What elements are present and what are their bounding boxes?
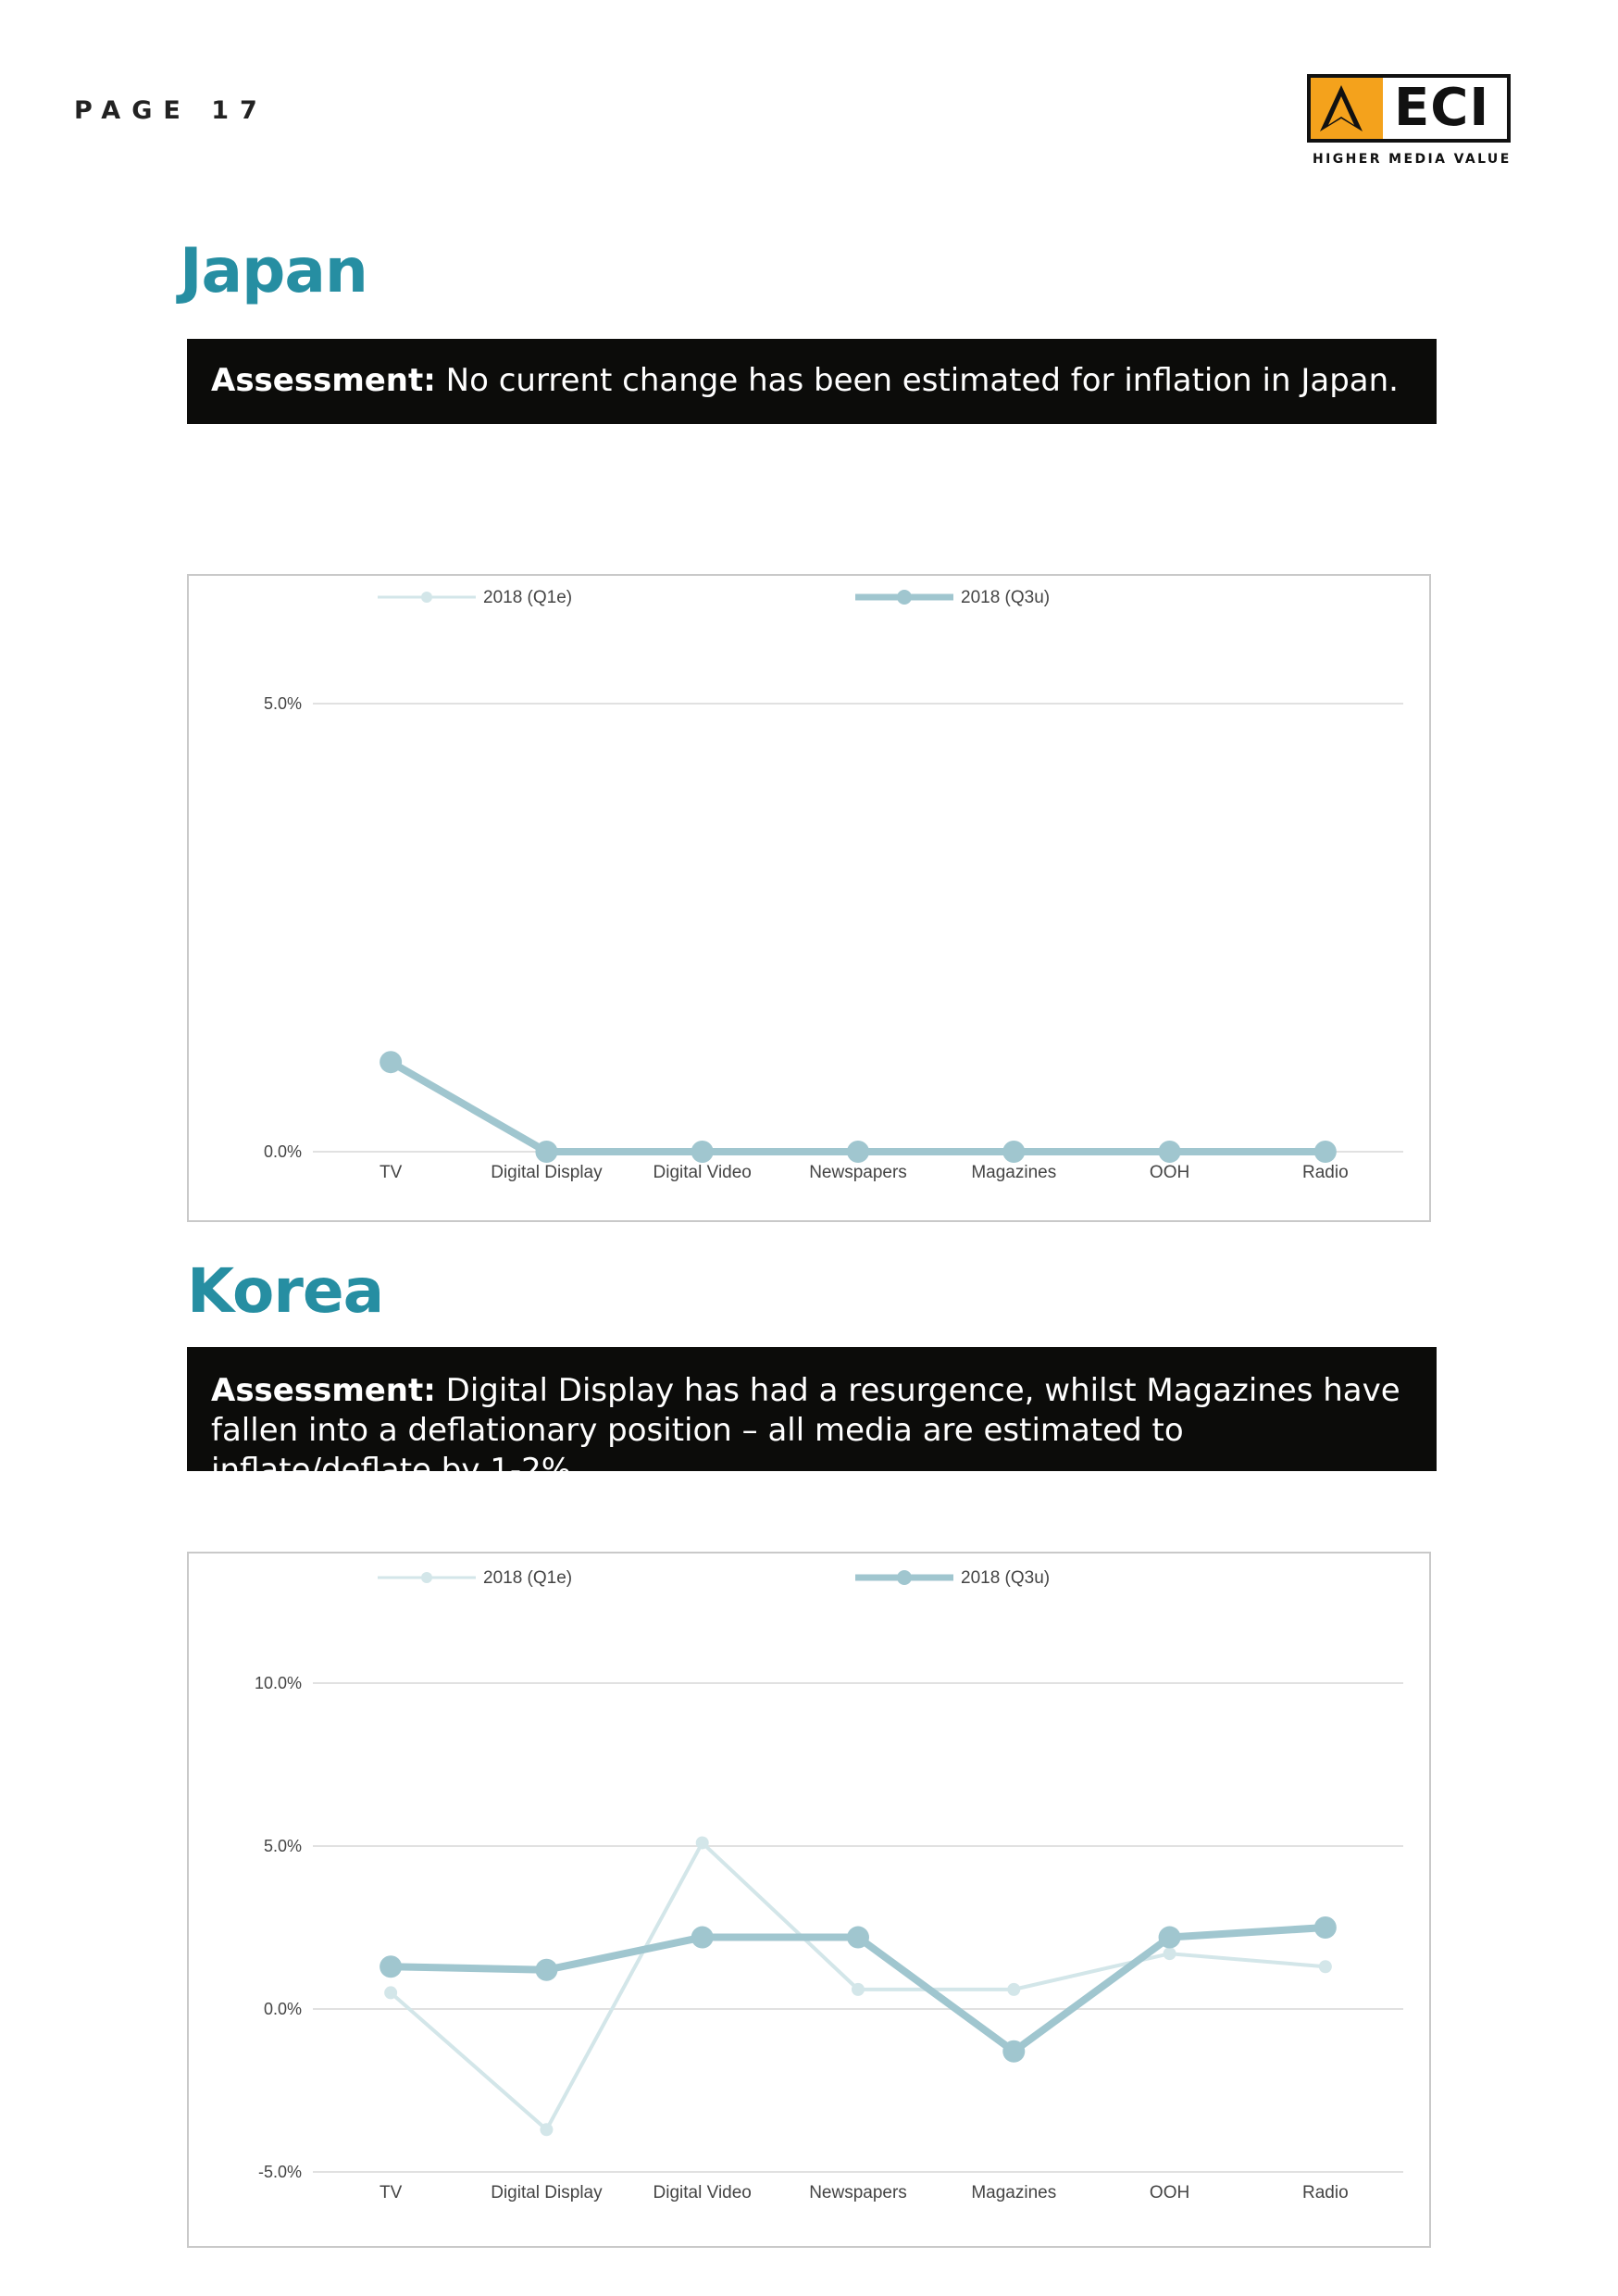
chart-japan-svg	[189, 576, 1429, 1220]
x-tick-label: Magazines	[971, 1163, 1057, 1182]
legend-label: 2018 (Q1e)	[483, 1568, 573, 1588]
data-point	[1314, 1141, 1337, 1163]
legend-label: 2018 (Q3u)	[961, 1568, 1051, 1588]
data-point	[696, 1836, 709, 1849]
data-point	[691, 1927, 714, 1949]
data-point	[847, 1927, 869, 1949]
x-tick-label: OOH	[1149, 2183, 1190, 2202]
chart-korea-svg	[189, 1554, 1429, 2246]
x-tick-label: Radio	[1302, 2183, 1349, 2202]
assessment-label: Assessment:	[211, 1372, 436, 1409]
assessment-label: Assessment:	[211, 362, 436, 399]
data-point	[691, 1141, 714, 1163]
legend-label: 2018 (Q1e)	[483, 588, 573, 607]
data-point	[540, 2123, 553, 2136]
data-point	[1164, 1947, 1176, 1960]
chart-japan	[187, 574, 1431, 1222]
x-tick-label: TV	[380, 2183, 403, 2202]
x-tick-label: Newspapers	[809, 2183, 907, 2202]
assessment-text: Digital Display has had a resurgence, whilst Magazines have fallen into a deflationary position – all media are estimated to inflate/deflate by 1-2%.	[211, 1372, 1400, 1489]
assessment-box-japan	[187, 339, 1437, 424]
legend-label: 2018 (Q3u)	[961, 588, 1051, 607]
page-number: PAGE 17	[74, 96, 268, 125]
x-tick-label: Newspapers	[809, 1163, 907, 1182]
data-point	[1002, 2040, 1025, 2063]
x-tick-label: Digital Video	[653, 2183, 752, 2202]
logo-box	[1307, 74, 1511, 143]
series-line	[391, 1062, 1326, 1152]
data-point	[1159, 1927, 1181, 1949]
data-point	[1314, 1916, 1337, 1939]
legend-swatch-marker	[421, 592, 432, 603]
legend-swatch-marker	[421, 1572, 432, 1583]
data-point	[1002, 1141, 1025, 1163]
data-point	[535, 1959, 557, 1981]
legend-swatch-marker	[897, 1570, 912, 1585]
assessment-box-korea	[187, 1347, 1437, 1489]
data-point	[535, 1141, 557, 1163]
x-tick-label: Radio	[1302, 1163, 1349, 1182]
x-tick-label: Digital Video	[653, 1163, 752, 1182]
data-point	[1007, 1983, 1020, 1996]
series-line	[391, 1062, 1326, 1152]
data-point	[380, 1955, 402, 1978]
y-tick-label: 0.0%	[263, 1142, 302, 1161]
logo-arrow-icon	[1311, 78, 1383, 139]
assessment-text: No current change has been estimated for inflation in Japan.	[435, 362, 1399, 399]
legend-swatch-marker	[897, 590, 912, 605]
y-tick-label: 0.0%	[263, 2000, 302, 2018]
data-point	[1159, 1141, 1181, 1163]
y-tick-label: 5.0%	[263, 1837, 302, 1855]
section-title-japan: Japan	[180, 235, 367, 306]
x-tick-label: Digital Display	[491, 2183, 603, 2202]
section-title-korea: Korea	[187, 1255, 384, 1327]
data-point	[1319, 1960, 1332, 1973]
data-point	[847, 1141, 869, 1163]
logo-tagline: HIGHER MEDIA VALUE	[1313, 152, 1512, 167]
eci-logo	[1307, 74, 1516, 170]
data-point	[380, 1051, 402, 1073]
y-tick-label: 5.0%	[263, 694, 302, 713]
data-point	[384, 1986, 397, 1999]
y-tick-label: -5.0%	[257, 2163, 302, 2181]
x-tick-label: Digital Display	[491, 1163, 603, 1182]
y-tick-label: 10.0%	[254, 1674, 302, 1692]
x-tick-label: OOH	[1149, 1163, 1190, 1182]
logo-text: ECI	[1394, 78, 1490, 138]
x-tick-label: TV	[380, 1163, 403, 1182]
data-point	[852, 1983, 865, 1996]
x-tick-label: Magazines	[971, 2183, 1057, 2202]
chart-korea	[187, 1552, 1431, 2248]
